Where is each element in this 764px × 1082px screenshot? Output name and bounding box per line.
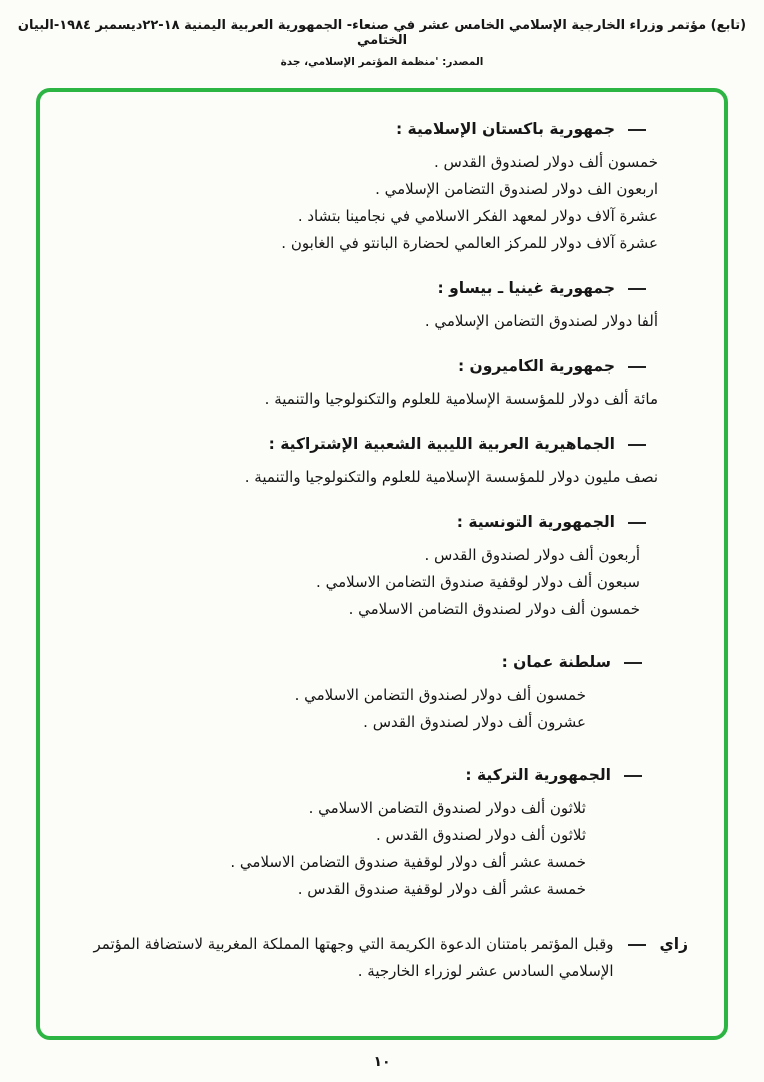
section-title-row	[68, 649, 658, 676]
closing-label: زاي	[659, 935, 688, 953]
section-title-row	[68, 353, 658, 380]
section-title: الجماهيرية العربية الليبية الشعبية الإشتراكية :	[268, 435, 615, 453]
dash-bullet	[628, 366, 646, 368]
section-item: مائة ألف دولار للمؤسسة الإسلامية للعلوم والتكنولوجيا والتنمية .	[264, 390, 658, 408]
section-item: خمسون ألف دولار لصندوق التضامن الاسلامي .	[348, 600, 640, 618]
section-items	[68, 682, 658, 736]
dash-bullet	[628, 129, 646, 131]
section-title: سلطنة عمان :	[501, 653, 611, 671]
section-item: ثلاثون ألف دولار لصندوق القدس .	[375, 826, 586, 844]
section-title-row	[68, 762, 658, 789]
section-item: ألفا دولار لصندوق التضامن الإسلامي .	[424, 312, 658, 330]
section-title: جمهورية غينيا ـ بيساو :	[437, 279, 615, 297]
closing-paragraph	[68, 931, 688, 985]
section-cameroon	[68, 353, 658, 413]
section-title: الجمهورية التركية :	[465, 766, 611, 784]
section-items	[68, 542, 658, 623]
document-header	[10, 18, 754, 68]
section-item: أربعون ألف دولار لصندوق القدس .	[424, 546, 640, 564]
page-number: ١٠	[373, 1054, 391, 1070]
section-title-row	[68, 116, 658, 143]
dash-bullet	[628, 444, 646, 446]
section-pakistan	[68, 116, 658, 257]
section-title: جمهورية باكستان الإسلامية :	[395, 120, 615, 138]
section-item: اربعون الف دولار لصندوق التضامن الإسلامي .	[375, 180, 658, 198]
section-item: خمسة عشر ألف دولار لوقفية صندوق القدس .	[297, 880, 586, 898]
section-items	[68, 464, 658, 491]
section-items	[68, 386, 658, 413]
section-item: ثلاثون ألف دولار لصندوق التضامن الاسلامي .	[308, 799, 586, 817]
section-item: نصف مليون دولار للمؤسسة الإسلامية للعلوم والتكنولوجيا والتنمية .	[244, 468, 658, 486]
section-guinea-bissau	[68, 275, 658, 335]
section-item: عشرة آلاف دولار لمعهد الفكر الاسلامي في نجامينا بتشاد .	[297, 207, 658, 225]
section-item: سبعون ألف دولار لوقفية صندوق التضامن الاسلامي .	[316, 573, 640, 591]
dash-bullet	[628, 288, 646, 290]
section-oman	[68, 649, 658, 736]
section-item: خمسون ألف دولار لصندوق التضامن الاسلامي .	[294, 686, 586, 704]
section-items	[68, 795, 658, 903]
section-title-row	[68, 509, 658, 536]
header-title: (تابع) مؤتمر وزراء الخارجية الإسلامي الخامس عشر في صنعاء- الجمهورية العربية اليمنية ١٨-٢٢ديسمبر ١٩٨٤-البيان الختامي	[17, 18, 747, 48]
content-box	[36, 88, 728, 1040]
section-item: عشرة آلاف دولار للمركز العالمي لحضارة البانتو في الغابون .	[281, 234, 658, 252]
section-items	[68, 308, 658, 335]
section-turkey	[68, 762, 658, 903]
section-title-row	[68, 431, 658, 458]
header-source: المصدر: 'منظمة المؤتمر الإسلامي، جدة	[280, 56, 484, 68]
section-tunisia	[68, 509, 658, 623]
section-title: الجمهورية التونسية :	[456, 513, 615, 531]
section-title-row	[68, 275, 658, 302]
section-item: خمسون ألف دولار لصندوق القدس .	[433, 153, 658, 171]
contributions-list	[68, 116, 688, 903]
section-item: خمسة عشر ألف دولار لوقفية صندوق التضامن الاسلامي .	[230, 853, 586, 871]
dash-bullet	[628, 944, 646, 946]
closing-text: وقبل المؤتمر بامتنان الدعوة الكريمة التي وجهتها المملكة المغربية لاستضافة المؤتمر الإسلامي السادس عشر لوزراء الخارجية .	[93, 935, 614, 980]
dash-bullet	[624, 775, 642, 777]
section-title: جمهورية الكاميرون :	[457, 357, 615, 375]
section-libya	[68, 431, 658, 491]
section-item: عشرون ألف دولار لصندوق القدس .	[363, 713, 586, 731]
dash-bullet	[628, 522, 646, 524]
section-items	[68, 149, 658, 257]
dash-bullet	[624, 662, 642, 664]
